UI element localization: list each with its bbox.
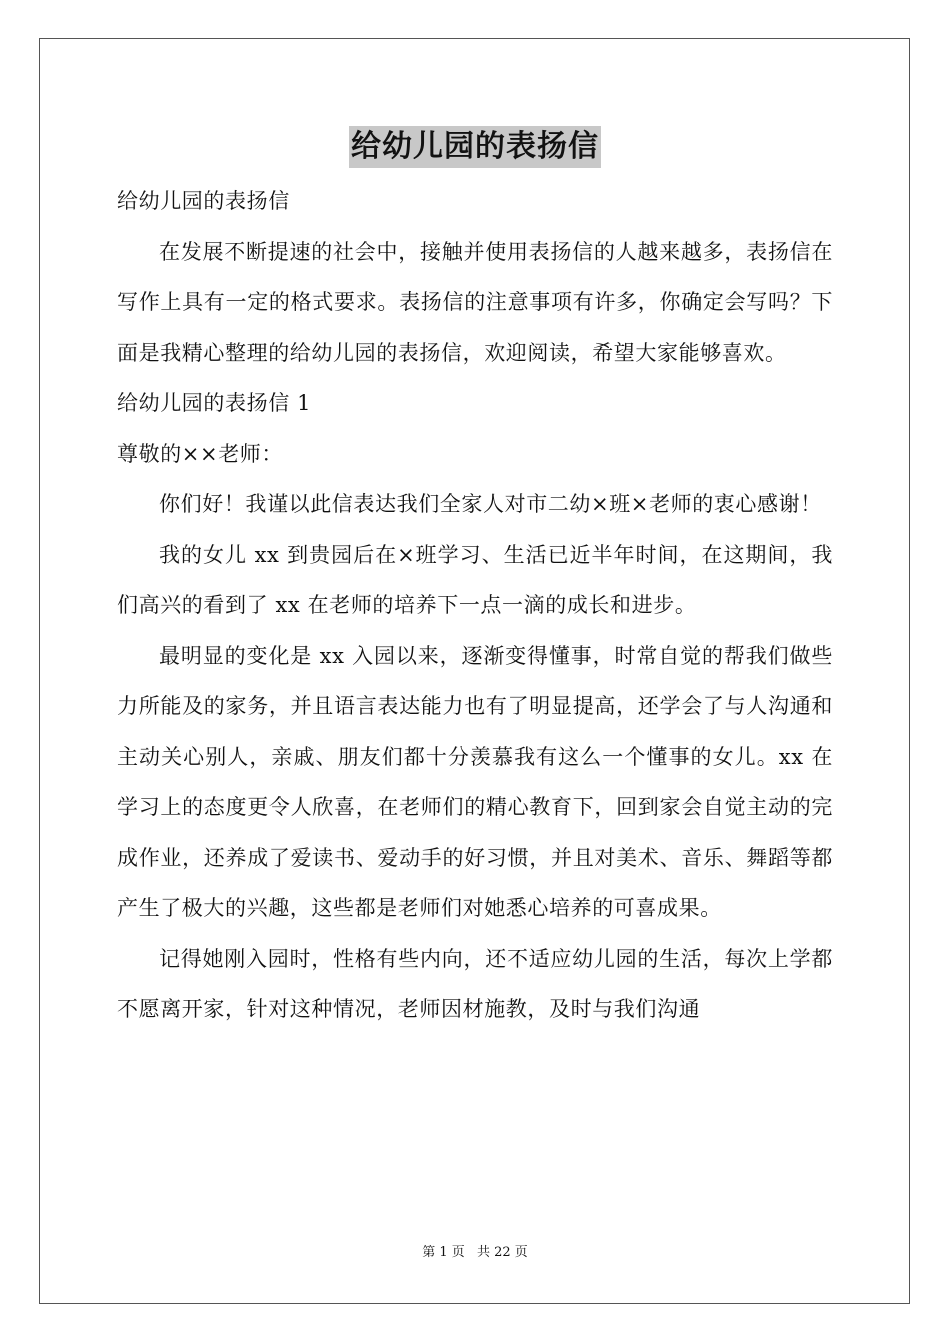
paragraph: 记得她刚入园时，性格有些内向，还不适应幼儿园的生活，每次上学都不愿离开家，针对这种情况，老师因材施教，及时与我们沟通 xyxy=(117,946,833,1021)
page-number-current: 第 1 页 xyxy=(422,1245,465,1260)
paragraph: 最明显的变化是 xx 入园以来，逐渐变得懂事，时常自觉的帮我们做些力所能及的家务，并且语言表达能力也有了明显提高，还学会了与人沟通和主动关心别人，亲戚、朋友们都十分羡慕我有这么一个懂事的女儿。xx 在学习上的态度更令人欣喜，在老师们的精心教育下，回到家会自觉主动的完成作业，还养成了爱读书、爱动手的好习惯，并且对美术、音乐、舞蹈等都产生了极大的兴趣，这些都是老师们对她悉心培养的可喜成果。 xyxy=(117,643,833,920)
paragraph: 在发展不断提速的社会中，接触并使用表扬信的人越来越多，表扬信在写作上具有一定的格式要求。表扬信的注意事项有许多，你确定会写吗？下面是我精心整理的给幼儿园的表扬信，欢迎阅读，希望大家能够喜欢。 xyxy=(117,239,833,365)
paragraph: 给幼儿园的表扬信 xyxy=(117,189,290,213)
title-container xyxy=(0,126,950,168)
paragraph: 我的女儿 xx 到贵园后在×班学习、生活已近半年时间，在这期间，我们高兴的看到了 xx 在老师的培养下一点一滴的成长和进步。 xyxy=(117,542,833,617)
paragraph: 给幼儿园的表扬信 1 xyxy=(117,391,312,415)
paragraph: 你们好！我谨以此信表达我们全家人对市二幼×班×老师的衷心感谢！ xyxy=(159,492,822,516)
page-number-total: 共 22 页 xyxy=(476,1245,528,1260)
page-footer xyxy=(0,1244,950,1262)
paragraph: 尊敬的××老师： xyxy=(117,441,283,466)
document-title: 给幼儿园的表扬信 xyxy=(349,126,601,168)
document-body xyxy=(117,176,833,1035)
